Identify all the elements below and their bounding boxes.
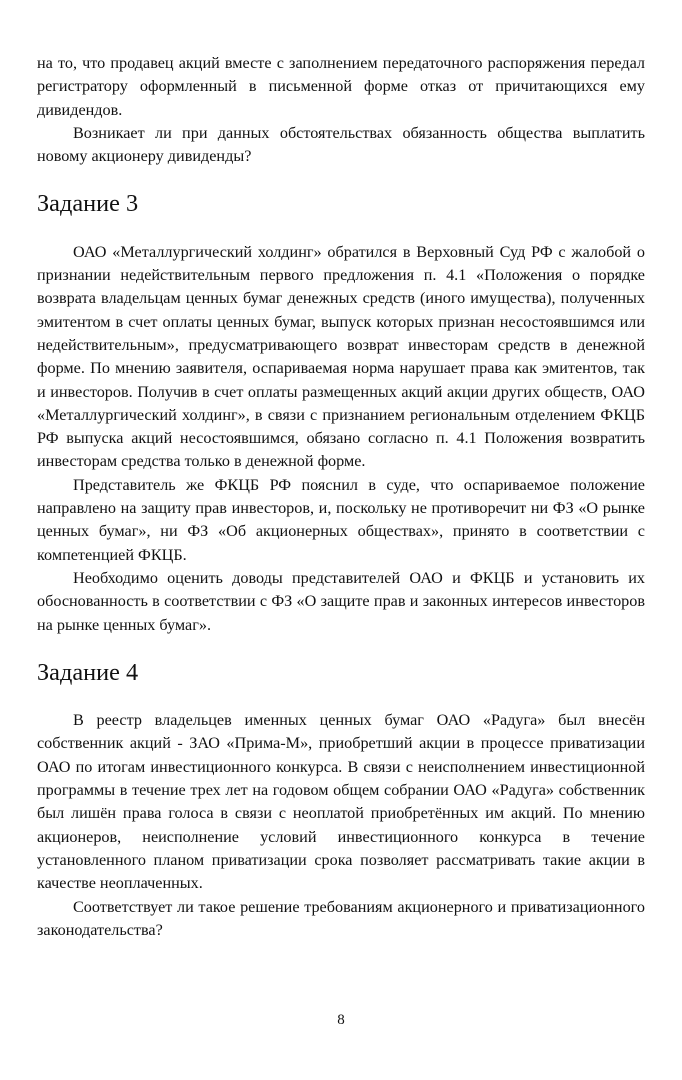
spacer [37, 216, 645, 241]
spacer [37, 168, 645, 192]
spacer [37, 684, 645, 709]
page-content [37, 52, 645, 942]
task-3-heading: Задание 3 [37, 190, 139, 218]
task-3-paragraph: Представитель же ФКЦБ РФ пояснил в суде, что оспариваемое положение направлено на защиту прав инвесторов, и, поскольку не противоречит ни ФЗ «О рынке ценных бумаг», ни ФЗ «Об акционерных обществах», принято в соответствии с компетенцией ФКЦБ. [37, 475, 645, 564]
task-4-heading: Задание 4 [37, 658, 139, 686]
task-3-paragraph: Необходимо оценить доводы представителей ОАО и ФКЦБ и установить их обоснованность в соответствии с ФЗ «О защите прав и законных интересов инвесторов на рынке ценных бумаг». [37, 568, 645, 634]
page-number: 8 [337, 1012, 345, 1028]
spacer [37, 637, 645, 661]
task-4-paragraph: В реестр владельцев именных ценных бумаг ОАО «Радуга» был внесён собственник акций - ЗАО «Прима-М», приобретший акции в процессе приватизации ОАО по итогам инвестиционного конкурса. В связи с неисполнением инвестиционной программы в течение трех лет на годовом общем собрании ОАО «Радуга» собственник был лишён права голоса в связи с неоплатой приобретённых им акций. По мнению акционеров, неисполнение условий инвестиционного конкурса в течение установленного планом приватизации срока позволяет рассматривать такие акции в качестве неоплаченных. [37, 711, 645, 893]
task-4-paragraph: Соответствует ли такое решение требованиям акционерного и приватизационного законодательства? [37, 897, 645, 939]
task-3-paragraph: ОАО «Металлургический холдинг» обратился в Верховный Суд РФ с жалобой о признании недействительным первого предложения п. 4.1 «Положения о порядке возврата владельцам ценных бумаг денежных средств (иного имущества), полученных эмитентом в счет оплаты ценных бумаг, выпуск которых признан несостоявшимся или недействительным», предусматривающего возврат инвесторам средств в денежной форме. По мнению заявителя, оспариваемая норма нарушает права как эмитентов, так и инвесторов. Получив в счет оплаты размещенных акций акции других обществ, ОАО «Металлургический холдинг», в связи с признанием региональным отделением ФКЦБ РФ выпуска акций несостоявшимся, обязано согласно п. 4.1 Положения возвратить инвесторам средства только в денежной форме. [37, 242, 645, 471]
question-paragraph: Возникает ли при данных обстоятельствах обязанность общества выплатить новому акционеру дивиденды? [37, 123, 645, 166]
paragraph-continuation: на то, что продавец акций вместе с заполнением передаточного распоряжения передал регистратору оформленный в письменной форме отказ от причитающихся ему дивидендов. [37, 54, 645, 119]
